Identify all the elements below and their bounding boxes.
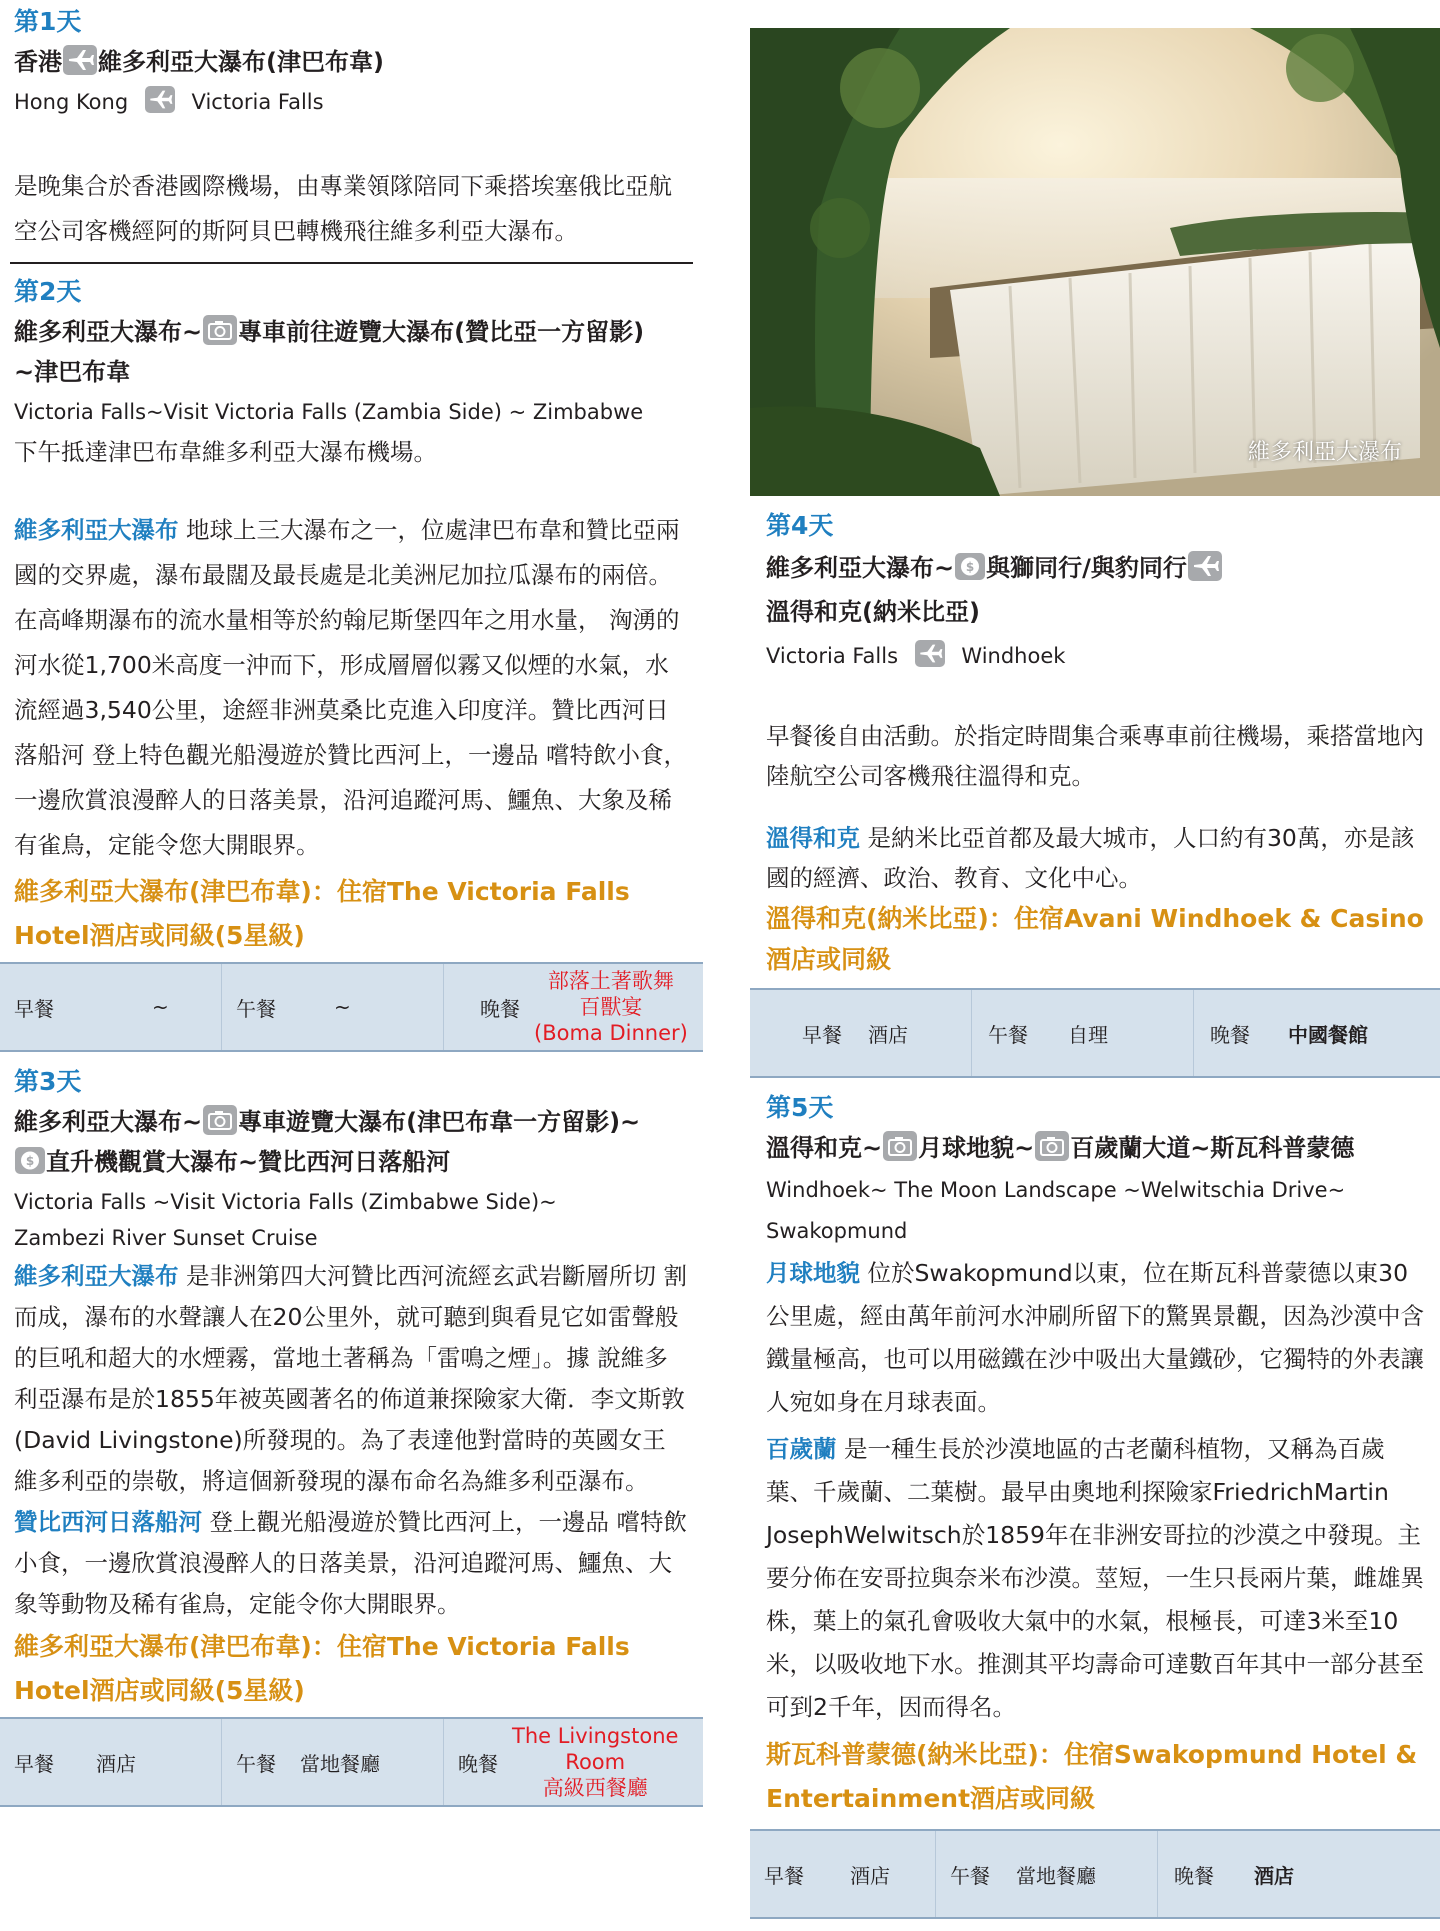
dinner-line2: Room bbox=[565, 1750, 626, 1774]
breakfast-cell bbox=[750, 990, 972, 1076]
day2-hotel: 維多利亞大瀑布(津巴布韋)：住宿The Victoria Falls Hotel酒店或同級(5星級) bbox=[14, 877, 630, 950]
day4-route-en bbox=[766, 638, 1426, 674]
day5-meal-bar bbox=[750, 1829, 1440, 1919]
day4-meal-bar bbox=[750, 988, 1440, 1078]
day5-route-b: 月球地貌~ bbox=[918, 1134, 1035, 1162]
airplane-icon bbox=[145, 86, 175, 113]
day3-body1: 是非洲第四大河贊比西河流經玄武岩斷層所切 割而成，瀑布的水聲讓人在20公里外，就可聽到與看見它如雷聲般的巨吼和超大的水煙霧，當地土著稱為「雷鳴之煙」。據 說維多利亞瀑布是於1855年被英國著名的佈道兼探險家大衛．李文斯敦(David Livingstone)所發現的。為了表達他對當時的英國女王維多利亞的崇敬，將這個新發現的瀑布命名為維多利亞瀑布。 bbox=[14, 1262, 687, 1495]
day1-route-to: 維多利亞大瀑布(津巴布韋) bbox=[98, 48, 384, 76]
day4-highlight: 溫得和克 bbox=[766, 824, 860, 852]
day5-route bbox=[766, 1128, 1426, 1168]
dinner-line1: The Livingstone bbox=[512, 1724, 679, 1748]
day3-highlight1: 維多利亞大瀑布 bbox=[14, 1262, 179, 1290]
day5-section bbox=[750, 1078, 1440, 1821]
left-column bbox=[0, 0, 703, 1807]
dinner-label: 晚餐 bbox=[1210, 1022, 1250, 1047]
day4-route-b: 與獅同行/與豹同行 bbox=[986, 554, 1187, 582]
lunch-cell bbox=[222, 1719, 444, 1805]
lunch-value: 當地餐廳 bbox=[1016, 1863, 1096, 1888]
day5-highlight1: 月球地貌 bbox=[766, 1259, 860, 1287]
breakfast-value: 酒店 bbox=[850, 1863, 890, 1888]
day1-en-from: Hong Kong bbox=[14, 90, 129, 114]
day1-route-en bbox=[14, 84, 689, 120]
day5-body2-wrap bbox=[766, 1428, 1426, 1729]
lunch-label: 午餐 bbox=[236, 1751, 276, 1776]
lunch-cell bbox=[972, 990, 1194, 1076]
breakfast-value: ~ bbox=[152, 995, 169, 1019]
day5-body1-wrap bbox=[766, 1252, 1426, 1424]
breakfast-cell bbox=[0, 1719, 222, 1805]
day2-route-a: 維多利亞大瀑布~ bbox=[14, 318, 203, 346]
day4-body1: 早餐後自由活動。於指定時間集合乘專車前往機場，乘搭當地內陸航空公司客機飛往溫得和克。 bbox=[766, 722, 1424, 790]
camera-icon bbox=[203, 315, 237, 345]
day3-label: 第3天 bbox=[14, 1067, 82, 1096]
day2-body1: 下午抵達津巴布韋維多利亞大瀑布機場。 bbox=[14, 438, 437, 466]
svg-text:$: $ bbox=[965, 560, 975, 574]
day3-route-c: 直升機觀賞大瀑布~贊比西河日落船河 bbox=[46, 1148, 451, 1176]
day3-route bbox=[14, 1102, 689, 1182]
right-column bbox=[750, 0, 1440, 1919]
day1-body: 是晚集合於香港國際機場，由專業領隊陪同下乘搭埃塞俄比亞航空公司客機經阿的斯阿貝巴轉機飛往維多利亞大瀑布。 bbox=[14, 172, 672, 245]
day5-route-c: 百歲蘭大道~斯瓦科普蒙德 bbox=[1070, 1134, 1355, 1162]
victoria-falls-photo bbox=[750, 28, 1440, 496]
waterfall-image bbox=[750, 28, 1440, 496]
dollar-icon bbox=[955, 553, 985, 580]
day2-highlight: 維多利亞大瀑布 bbox=[14, 516, 179, 544]
day1-en-to: Victoria Falls bbox=[191, 90, 324, 114]
day3-hotel: 維多利亞大瀑布(津巴布韋)：住宿The Victoria Falls Hotel酒店或同級(5星級) bbox=[14, 1632, 630, 1705]
day3-en-line1: Victoria Falls ~Visit Victoria Falls (Zimbabwe Side)~ bbox=[14, 1190, 557, 1214]
day3-meal-bar bbox=[0, 1717, 703, 1807]
day5-body2: 是一種生長於沙漠地區的古老蘭科植物，又稱為百歲葉、千歲蘭、二葉樹。最早由奧地利探險家FriedrichMartin JosephWelwitsch於1859年在非洲安哥拉的沙漠之中發現。主要分佈在安哥拉與奈米布沙漠。莖短，一生只長兩片葉，雌雄異株，葉上的氣孔會吸收大氣中的水氣，根極長，可達3米至10米，以吸收地下水。推測其平均壽命可達數百年其中一部分甚至可到2千年，因而得名。 bbox=[766, 1435, 1424, 1721]
lunch-label: 午餐 bbox=[950, 1863, 990, 1888]
day5-route-a: 溫得和克~ bbox=[766, 1134, 883, 1162]
day3-body1-wrap bbox=[14, 1256, 689, 1502]
day1-label: 第1天 bbox=[14, 7, 82, 36]
lunch-value: 當地餐廳 bbox=[300, 1751, 380, 1776]
day3-route-b: 專車遊覽大瀑布(津巴布韋一方留影)~ bbox=[238, 1108, 641, 1136]
dinner-value: 中國餐館 bbox=[1288, 1022, 1368, 1047]
day2-body2: 地球上三大瀑布之一，位處津巴布韋和贊比亞兩國的交界處，瀑布最闊及最長處是北美洲尼加拉瓜瀑布的兩倍。在高峰期瀑布的流水量相等於約翰尼斯堡四年之用水量， 洶湧的河水從1,700米高度一沖而下，形成層層似霧又似煙的水氣，水流經過3,540公里，途經非洲莫桑比克進入印度洋。贊比西河日落船河 登上特色觀光船漫遊於贊比西河上，一邊品 嚐特飲小食，一邊欣賞浪漫醉人的日落美景，沿河追蹤河馬、鱷魚、大象及稀有雀鳥，定能令您大開眼界。 bbox=[14, 516, 687, 859]
lunch-label: 午餐 bbox=[236, 996, 276, 1021]
day4-label: 第4天 bbox=[766, 511, 834, 540]
photo-caption: 維多利亞大瀑布 bbox=[1247, 440, 1402, 465]
dinner-label: 晚餐 bbox=[458, 1751, 498, 1776]
dinner-cell bbox=[444, 964, 703, 1050]
breakfast-label: 早餐 bbox=[14, 996, 54, 1021]
day5-hotel: 斯瓦科普蒙德(納米比亞)：住宿Swakopmund Hotel & Entertainment酒店或同級 bbox=[766, 1740, 1418, 1813]
lunch-cell bbox=[222, 964, 444, 1050]
dinner-value bbox=[534, 968, 688, 1046]
lunch-label: 午餐 bbox=[988, 1022, 1028, 1047]
day4-route bbox=[766, 546, 1426, 634]
day4-hotel: 溫得和克(納米比亞)：住宿Avani Windhoek & Casino酒店或同級 bbox=[766, 904, 1424, 974]
day5-en-line1: Windhoek~ The Moon Landscape ~Welwitschia Drive~ bbox=[766, 1178, 1346, 1202]
airplane-icon bbox=[1188, 551, 1222, 581]
day3-route-a: 維多利亞大瀑布~ bbox=[14, 1108, 203, 1136]
dinner-line3: 高級西餐廳 bbox=[542, 1776, 648, 1800]
breakfast-label: 早餐 bbox=[764, 1863, 804, 1888]
dinner-label: 晚餐 bbox=[1174, 1863, 1214, 1888]
breakfast-cell bbox=[750, 1831, 936, 1917]
lunch-value: 自理 bbox=[1068, 1022, 1108, 1047]
camera-icon bbox=[203, 1105, 237, 1135]
day3-body2: 登上觀光船漫遊於贊比西河上，一邊品 嚐特飲小食，一邊欣賞浪漫醉人的日落美景，沿河追蹤河馬、鱷魚、大象等動物及稀有雀鳥，定能令你大開眼界。 bbox=[14, 1508, 687, 1618]
dinner-value bbox=[512, 1723, 678, 1801]
day4-route-a: 維多利亞大瀑布~ bbox=[766, 554, 955, 582]
dinner-line3: (Boma Dinner) bbox=[534, 1021, 688, 1045]
breakfast-label: 早餐 bbox=[802, 1022, 842, 1047]
day2-label: 第2天 bbox=[14, 277, 82, 306]
day5-label: 第5天 bbox=[766, 1093, 834, 1122]
dollar-icon bbox=[15, 1147, 45, 1174]
dinner-cell bbox=[444, 1719, 703, 1805]
day3-body2-wrap bbox=[14, 1502, 689, 1625]
camera-icon bbox=[883, 1131, 917, 1161]
svg-text:$: $ bbox=[25, 1154, 35, 1168]
day5-highlight2: 百歲蘭 bbox=[766, 1435, 837, 1463]
airplane-icon bbox=[915, 640, 945, 667]
camera-icon bbox=[1035, 1131, 1069, 1161]
day4-en-to: Windhoek bbox=[961, 644, 1066, 668]
day5-body1: 位於Swakopmund以東，位在斯瓦科普蒙德以東30公里處，經由萬年前河水沖刷所留下的驚異景觀，因為沙漠中含鐵量極高，也可以用磁鐵在沙中吸出大量鐵砂，它獨特的外表讓人宛如身在月球表面。 bbox=[766, 1259, 1424, 1416]
day2-route-en: Victoria Falls~Visit Victoria Falls (Zambia Side) ~ Zimbabwe bbox=[14, 400, 644, 424]
lunch-cell bbox=[936, 1831, 1158, 1917]
day3-route-en bbox=[14, 1184, 689, 1256]
day2-route bbox=[14, 312, 689, 392]
day2-route-b: 專車前往遊覽大瀑布(贊比亞一方留影) bbox=[238, 318, 645, 346]
day5-en-line2: Swakopmund bbox=[766, 1219, 908, 1243]
day4-body2: 是納米比亞首都及最大城市，人口約有30萬，亦是該國的經濟、政治、教育、文化中心。 bbox=[766, 824, 1415, 892]
day4-route-c: 溫得和克(納米比亞) bbox=[766, 598, 980, 626]
day2-route-c: ~津巴布韋 bbox=[14, 358, 131, 386]
dinner-line1: 部落土著歌舞 bbox=[547, 969, 674, 993]
day3-highlight2: 贊比西河日落船河 bbox=[14, 1508, 202, 1536]
airplane-icon bbox=[63, 45, 97, 75]
day3-section bbox=[0, 1052, 703, 1713]
day5-route-en bbox=[766, 1170, 1426, 1252]
breakfast-label: 早餐 bbox=[14, 1751, 54, 1776]
day2-meal-bar bbox=[0, 962, 703, 1052]
dinner-cell bbox=[1194, 990, 1440, 1076]
dinner-value: 酒店 bbox=[1254, 1863, 1294, 1888]
day4-section bbox=[750, 496, 1440, 980]
day4-body2-wrap bbox=[766, 818, 1426, 898]
day1-route-from: 香港 bbox=[14, 48, 62, 76]
day2-body2-wrap bbox=[14, 508, 689, 868]
breakfast-cell bbox=[0, 964, 222, 1050]
day3-en-line2: Zambezi River Sunset Cruise bbox=[14, 1226, 318, 1250]
breakfast-value: 酒店 bbox=[96, 1751, 136, 1776]
lunch-value: ~ bbox=[334, 995, 351, 1019]
day4-en-from: Victoria Falls bbox=[766, 644, 899, 668]
dinner-line2: 百獸宴 bbox=[579, 995, 643, 1019]
dinner-cell bbox=[1158, 1831, 1440, 1917]
breakfast-value: 酒店 bbox=[868, 1022, 908, 1047]
day1-route bbox=[14, 42, 689, 82]
day2-section bbox=[0, 264, 703, 958]
day1-section bbox=[0, 0, 703, 254]
dinner-label: 晚餐 bbox=[480, 996, 520, 1021]
